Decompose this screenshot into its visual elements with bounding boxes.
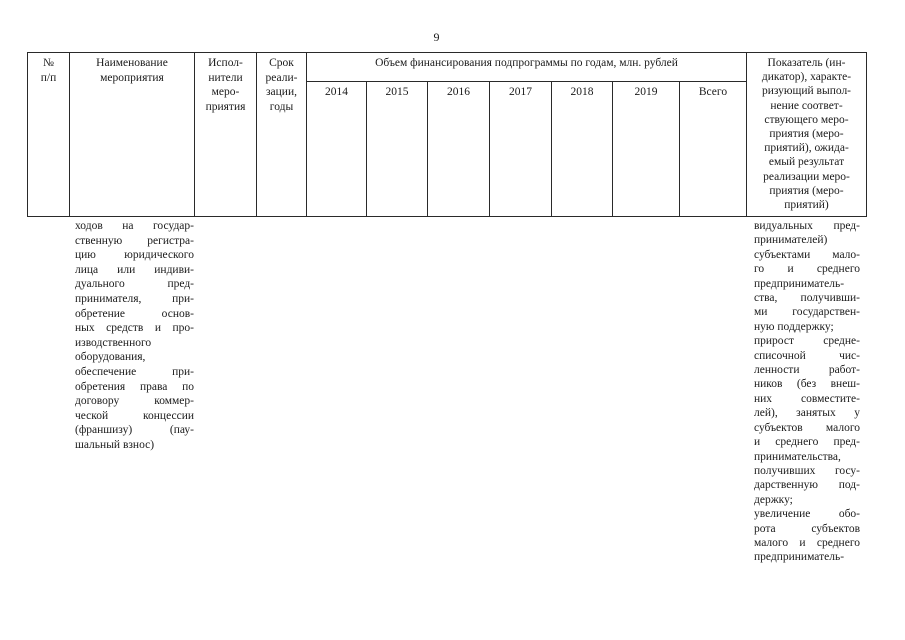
header-text: Показатель (ин- bbox=[767, 57, 846, 69]
header-cell-year-2014 bbox=[306, 81, 367, 217]
header-cell-year-2015 bbox=[366, 81, 428, 217]
text-line: ную поддержку; bbox=[754, 320, 834, 333]
text-line: ческой концессии bbox=[75, 409, 194, 422]
text-line: принимателей) bbox=[754, 234, 828, 247]
text-line: получивших госу- bbox=[754, 464, 860, 477]
text-line: договору коммер- bbox=[75, 395, 194, 408]
text-line: субъектов малого bbox=[754, 421, 860, 434]
text-line: ходов на государ- bbox=[75, 220, 194, 232]
header-text: 2019 bbox=[634, 86, 658, 98]
header-text: нение соответ- bbox=[770, 99, 843, 112]
header-cell-year-2016 bbox=[427, 81, 490, 217]
header-text: № bbox=[43, 57, 54, 69]
header-cell-name bbox=[69, 52, 195, 217]
header-text: приятия bbox=[205, 100, 246, 113]
header-text: приятия (меро- bbox=[769, 184, 844, 197]
header-text: мероприятия bbox=[100, 71, 164, 84]
header-text: 2018 bbox=[570, 86, 594, 98]
header-cell-executors bbox=[194, 52, 257, 217]
text-line: обретения права по bbox=[75, 380, 194, 393]
text-line: дуального пред- bbox=[75, 278, 194, 291]
header-text: реали- bbox=[265, 71, 298, 84]
header-text: 2015 bbox=[385, 86, 409, 98]
header-text: 2017 bbox=[509, 86, 532, 98]
header-text: нители bbox=[208, 71, 243, 84]
text-line: держку; bbox=[754, 493, 793, 506]
header-text: меро- bbox=[211, 86, 240, 98]
header-text: 2016 bbox=[447, 86, 470, 98]
header-cell-year-2017 bbox=[489, 81, 552, 217]
text-line: малого и среднего bbox=[754, 536, 860, 549]
header-cell-financing bbox=[306, 52, 747, 82]
header-text: приятия (меро- bbox=[769, 128, 844, 141]
text-line: лей), занятых у bbox=[754, 407, 860, 420]
header-text: ствующего меро- bbox=[764, 113, 849, 126]
text-line: увеличение обо- bbox=[754, 508, 860, 521]
text-line: предприниматель- bbox=[754, 277, 845, 290]
header-text: Всего bbox=[698, 86, 728, 98]
header-text: дикатор), характе- bbox=[761, 71, 852, 84]
header-cell-number bbox=[27, 52, 70, 217]
header-text: реализации меро- bbox=[763, 170, 850, 183]
header-cell-total bbox=[679, 81, 747, 217]
text-line: прирост средне- bbox=[754, 335, 860, 348]
text-line: обеспечение при- bbox=[75, 365, 194, 378]
header-text: ризующий выпол- bbox=[761, 85, 852, 98]
header-text: зации, bbox=[266, 86, 297, 98]
page-number: 9 bbox=[433, 30, 440, 44]
text-line: ников (без внеш- bbox=[754, 378, 860, 391]
text-line: ственную регистра- bbox=[75, 234, 194, 247]
text-line: дарственную под- bbox=[754, 479, 860, 492]
text-line: ми государствен- bbox=[754, 306, 860, 319]
header-cell-indicator bbox=[746, 52, 867, 217]
header-text: приятий), ожида- bbox=[764, 142, 849, 155]
header-text: Срок bbox=[269, 57, 294, 69]
header-text: приятий) bbox=[784, 199, 829, 212]
header-text: Испол- bbox=[208, 57, 243, 69]
header-cell-year-2018 bbox=[551, 81, 613, 217]
text-line: предприниматель- bbox=[754, 551, 845, 564]
text-line: обретение основ- bbox=[75, 307, 194, 320]
activity-name-continuation bbox=[75, 219, 194, 453]
header-text: емый результат bbox=[768, 156, 845, 169]
header-cell-year-2019 bbox=[612, 81, 680, 217]
text-line: го и среднего bbox=[754, 263, 860, 276]
text-line: принимательства, bbox=[754, 450, 841, 463]
text-line: ства, получивши- bbox=[754, 292, 860, 305]
text-line: шальный взнос) bbox=[75, 438, 155, 451]
header-text: Наименование bbox=[96, 57, 168, 69]
text-line: ленности работ- bbox=[754, 364, 860, 377]
text-line: субъектами мало- bbox=[754, 248, 860, 261]
header-text: годы bbox=[269, 100, 294, 113]
header-text: Объем финансирования подпрограммы по годам, млн. рублей bbox=[375, 57, 678, 69]
text-line: и среднего пред- bbox=[754, 436, 860, 449]
indicator-continuation bbox=[754, 219, 860, 565]
text-line: рота субъектов bbox=[754, 522, 860, 535]
text-line: цию юридического bbox=[75, 249, 194, 262]
text-line: изводственного bbox=[75, 336, 152, 349]
text-line: (франшизу) (пау- bbox=[75, 424, 194, 437]
text-line: них совместите- bbox=[754, 392, 860, 405]
text-line: лица или индиви- bbox=[75, 263, 194, 276]
text-line: видуальных пред- bbox=[754, 220, 860, 232]
text-line: оборудования, bbox=[75, 351, 146, 364]
header-text: 2014 bbox=[325, 86, 348, 98]
text-line: ных средств и про- bbox=[75, 322, 194, 335]
text-line: списочной чис- bbox=[754, 349, 860, 362]
header-text: п/п bbox=[40, 71, 57, 84]
header-cell-term bbox=[256, 52, 307, 217]
text-line: принимателя, при- bbox=[75, 292, 194, 305]
